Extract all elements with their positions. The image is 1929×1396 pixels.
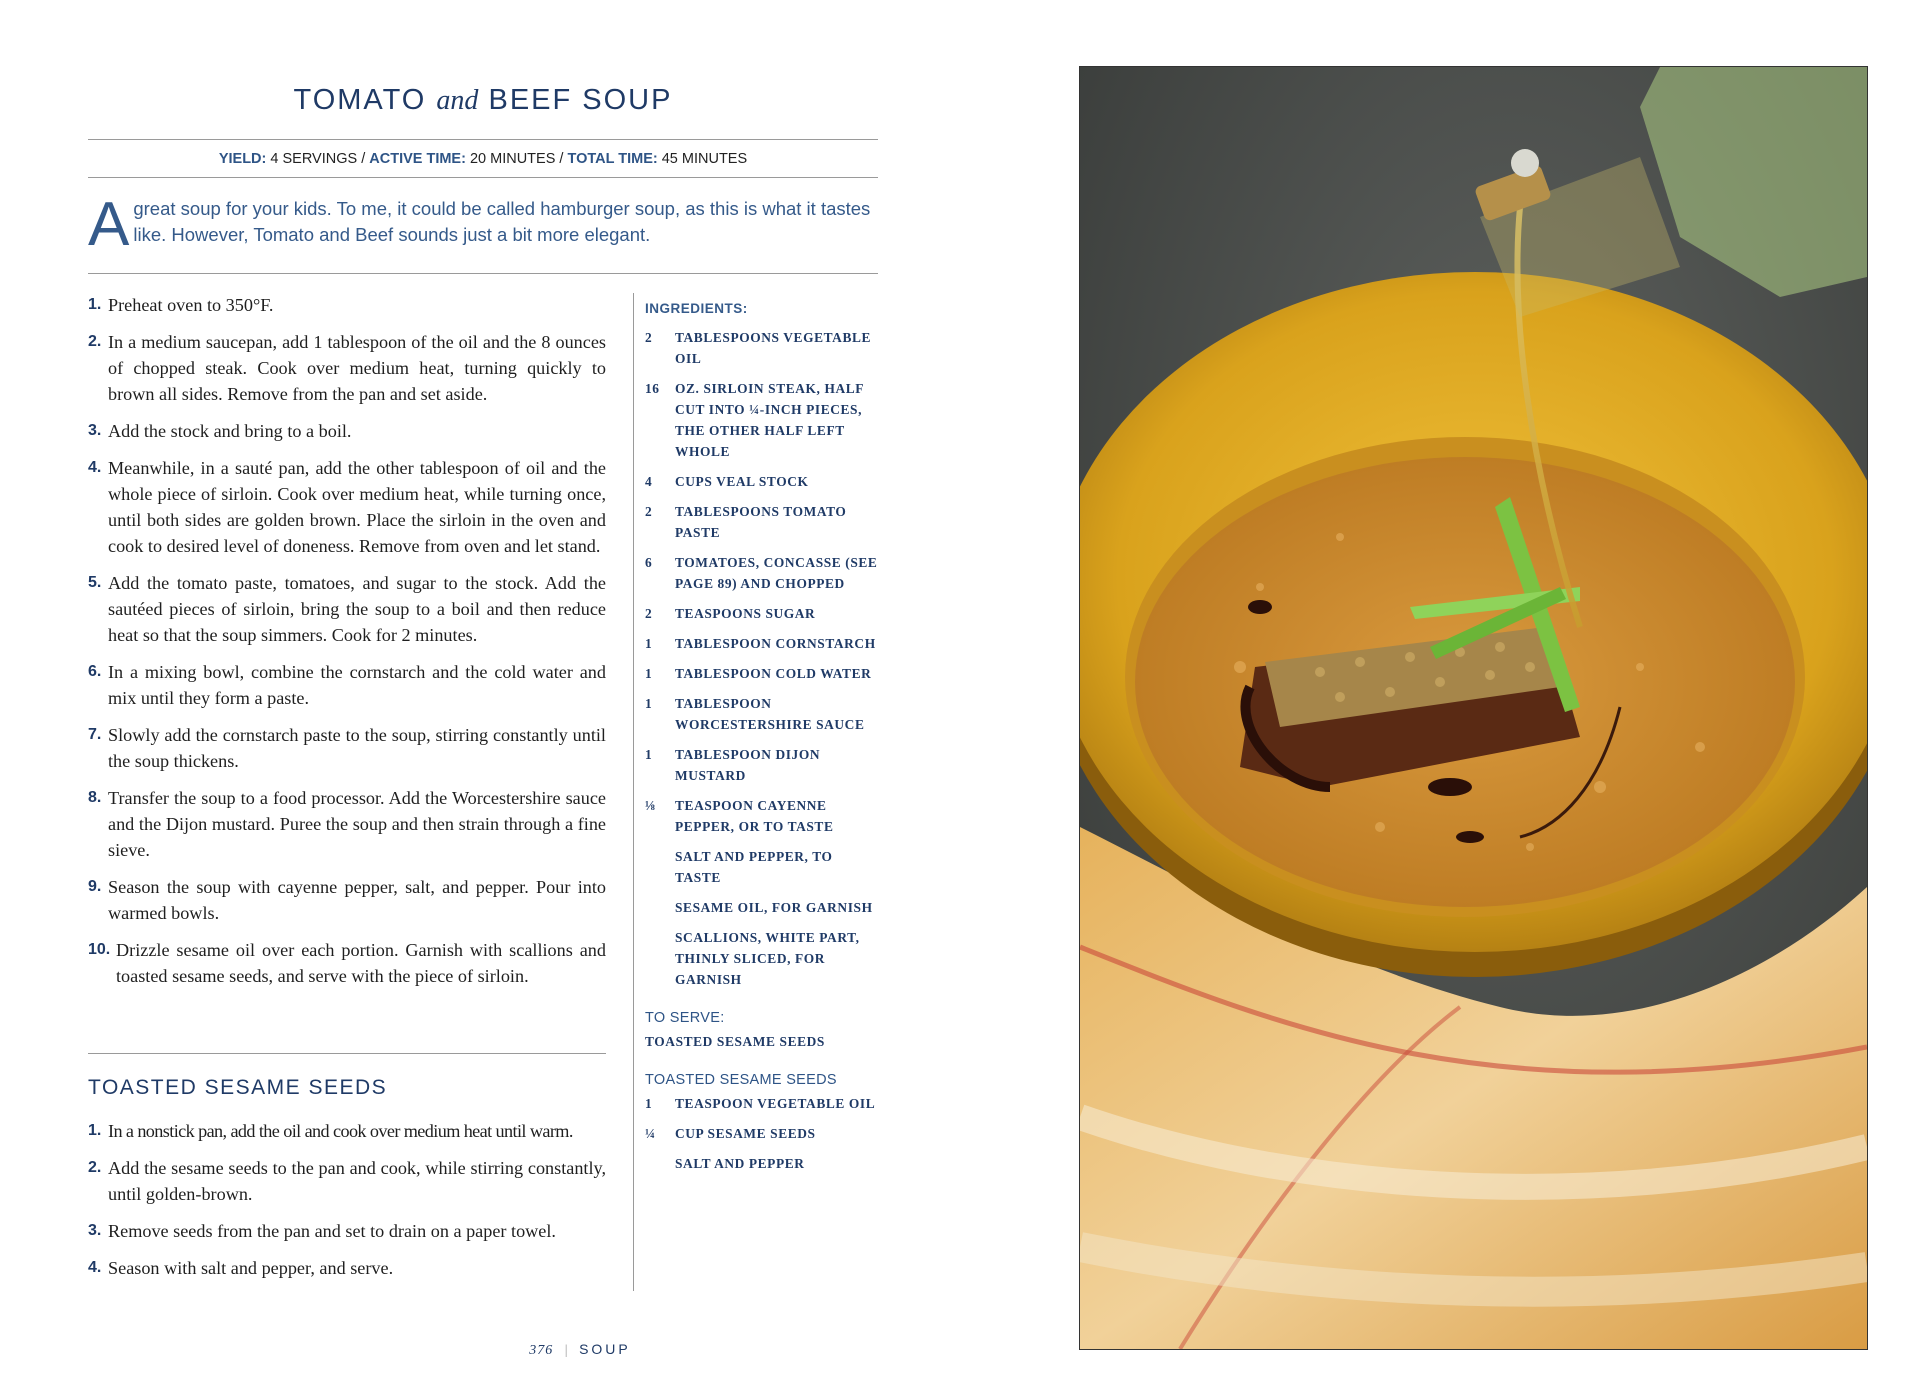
step-number: 2.: [88, 1159, 102, 1176]
ingredient-quantity: 1: [645, 696, 653, 711]
step-item: [88, 937, 606, 989]
drop-cap: A: [88, 190, 130, 259]
step-item: [88, 722, 606, 774]
ingredient-item: [645, 1123, 880, 1144]
step-text: In a nonstick pan, add the oil and cook over medium heat until warm.: [108, 1121, 573, 1141]
page-footer: [300, 1341, 860, 1359]
step-text: Drizzle sesame oil over each portion. Garnish with scallions and toasted sesame seeds, and serve with the piece of sirloin.: [116, 940, 606, 986]
step-number: 6.: [88, 663, 102, 680]
recipe-intro: [88, 190, 878, 259]
ingredient-text: SESAME OIL, FOR GARNISH: [675, 900, 873, 915]
step-text: Add the sesame seeds to the pan and cook, while stirring constantly, until golden-brown.: [108, 1158, 606, 1204]
step-text: In a medium saucepan, add 1 tablespoon of the oil and the 8 ounces of chopped steak. Cook over medium heat, turning quickly to brown all sides. Remove from the pan and set aside.: [108, 332, 606, 404]
ingredient-text: SALT AND PEPPER: [675, 1156, 805, 1171]
recipe-steps: [88, 292, 606, 1000]
ingredient-quantity: 1: [645, 747, 653, 762]
ingredients-list: [645, 327, 880, 990]
total-time-value: 45 MINUTES: [661, 151, 748, 167]
ingredient-quantity: 2: [645, 330, 653, 345]
ingredient-item: [645, 603, 880, 624]
step-item: [88, 570, 606, 648]
ingredient-text: CUP SESAME SEEDS: [675, 1126, 816, 1141]
ingredient-quantity: 1: [645, 1096, 653, 1111]
step-item: [88, 1218, 606, 1244]
ingredient-item: [645, 471, 880, 492]
page-number: 376: [529, 1343, 554, 1358]
recipe-meta: [88, 151, 878, 167]
ingredient-item: [645, 693, 880, 735]
ingredient-quantity: 2: [645, 504, 653, 519]
ingredient-quantity: 2: [645, 606, 653, 621]
step-item: [88, 455, 606, 559]
meta-separator: /: [357, 151, 370, 167]
column-divider: [633, 293, 634, 1291]
ingredient-quantity: 4: [645, 474, 653, 489]
step-number: 3.: [88, 422, 102, 439]
step-text: Season the soup with cayenne pepper, salt, and pepper. Pour into warmed bowls.: [108, 877, 606, 923]
step-text: Meanwhile, in a sauté pan, add the other tablespoon of oil and the whole piece of sirloin. Cook over medium heat, while turning once, until both sides are golden brown. Place the sirloin in the oven and cook to desired level of doneness. Remove from oven and let stand.: [108, 458, 606, 556]
soup-bowl-photo: [1079, 66, 1868, 1350]
active-time-label: ACTIVE TIME:: [369, 151, 466, 167]
ingredient-item: [645, 663, 880, 684]
title-conjunction: and: [436, 85, 479, 116]
ingredient-quantity: 1: [645, 666, 653, 681]
step-text: Transfer the soup to a food processor. Add the Worcestershire sauce and the Dijon mustard. Puree the soup and then strain through a fine sieve.: [108, 788, 606, 860]
step-item: [88, 329, 606, 407]
step-item: [88, 874, 606, 926]
ingredient-text: SALT AND PEPPER, TO TASTE: [675, 849, 833, 885]
to-serve-heading: TO SERVE:: [645, 1010, 725, 1026]
step-number: 1.: [88, 1122, 102, 1139]
ingredient-text: TEASPOON VEGETABLE OIL: [675, 1096, 876, 1111]
ingredient-quantity: ¼: [645, 1126, 656, 1141]
ingredient-text: TABLESPOONS TOMATO PASTE: [675, 504, 847, 540]
subrecipe-steps: [88, 1118, 606, 1292]
title-part-1: TOMATO: [293, 84, 427, 116]
to-serve-item: TOASTED SESAME SEEDS: [645, 1034, 825, 1049]
sesame-ingredients-heading: TOASTED SESAME SEEDS: [645, 1072, 837, 1088]
ingredient-text: SCALLIONS, WHITE PART, THINLY SLICED, FOR GARNISH: [675, 930, 860, 987]
ingredient-item: [645, 846, 880, 888]
step-number: 8.: [88, 789, 102, 806]
step-number: 1.: [88, 296, 102, 313]
step-text: Remove seeds from the pan and set to drain on a paper towel.: [108, 1221, 556, 1241]
yield-label: YIELD:: [218, 151, 267, 167]
ingredient-text: OZ. SIRLOIN STEAK, HALF CUT INTO ¼-INCH PIECES, THE OTHER HALF LEFT WHOLE: [675, 381, 864, 459]
footer-separator: |: [564, 1343, 568, 1358]
step-item: [88, 292, 606, 318]
total-time-label: TOTAL TIME:: [567, 151, 658, 167]
step-text: Preheat oven to 350°F.: [108, 295, 274, 315]
active-time-value: 20 MINUTES: [469, 151, 556, 167]
ingredient-text: TEASPOONS SUGAR: [675, 606, 816, 621]
step-number: 9.: [88, 878, 102, 895]
step-number: 3.: [88, 1222, 102, 1239]
step-number: 5.: [88, 574, 102, 591]
step-item: [88, 1255, 606, 1281]
intro-rule: [88, 273, 878, 274]
ingredient-item: [645, 897, 880, 918]
ingredient-quantity: 16: [645, 381, 660, 396]
ingredients-heading: INGREDIENTS:: [645, 301, 748, 316]
step-text: Add the tomato paste, tomatoes, and sugar to the stock. Add the sautéed pieces of sirloin, bring the soup to a boil and then reduce heat so that the soup simmers. Cook for 2 minutes.: [108, 573, 606, 645]
ingredient-item: [645, 1153, 880, 1174]
step-item: [88, 418, 606, 444]
ingredients-panel: [645, 298, 880, 1183]
step-text: In a mixing bowl, combine the cornstarch and the cold water and mix until they form a paste.: [108, 662, 606, 708]
title-rule: [88, 139, 878, 140]
step-number: 10.: [88, 941, 111, 958]
step-text: Add the stock and bring to a boil.: [108, 421, 352, 441]
subrecipe-title: TOASTED SESAME SEEDS: [88, 1076, 388, 1099]
section-name: SOUP: [579, 1341, 631, 1357]
ingredient-item: [645, 1093, 880, 1114]
meta-rule: [88, 177, 878, 178]
step-item: [88, 1118, 606, 1144]
recipe-title: [88, 84, 878, 117]
intro-text: great soup for your kids. To me, it could be called hamburger soup, as this is what it tastes like. However, Tomato and Beef sounds just a bit more elegant.: [133, 198, 871, 245]
step-number: 7.: [88, 726, 102, 743]
ingredient-text: TABLESPOONS VEGETABLE OIL: [675, 330, 872, 366]
ingredient-text: TEASPOON CAYENNE PEPPER, OR TO TASTE: [675, 798, 834, 834]
ingredient-item: [645, 744, 880, 786]
ingredient-quantity: ⅛: [645, 798, 656, 813]
subrecipe-rule: [88, 1053, 606, 1054]
step-item: [88, 785, 606, 863]
ingredient-item: [645, 927, 880, 990]
ingredient-text: TABLESPOON COLD WATER: [675, 666, 872, 681]
title-part-2: BEEF SOUP: [488, 84, 673, 116]
ingredient-text: TOMATOES, CONCASSE (SEE PAGE 89) AND CHOPPED: [675, 555, 878, 591]
ingredient-text: TABLESPOON WORCESTERSHIRE SAUCE: [675, 696, 865, 732]
ingredient-text: CUPS VEAL STOCK: [675, 474, 809, 489]
ingredient-quantity: 1: [645, 636, 653, 651]
ingredient-item: [645, 327, 880, 369]
soup-photo-illustration: [1080, 67, 1867, 1349]
step-number: 2.: [88, 333, 102, 350]
step-item: [88, 1155, 606, 1207]
ingredient-item: [645, 501, 880, 543]
step-item: [88, 659, 606, 711]
ingredient-text: TABLESPOON CORNSTARCH: [675, 636, 876, 651]
step-text: Season with salt and pepper, and serve.: [108, 1258, 394, 1278]
step-number: 4.: [88, 459, 102, 476]
ingredient-quantity: 6: [645, 555, 653, 570]
step-text: Slowly add the cornstarch paste to the soup, stirring constantly until the soup thickens.: [108, 725, 606, 771]
ingredient-item: [645, 378, 880, 462]
ingredient-item: [645, 633, 880, 654]
ingredient-item: [645, 795, 880, 837]
yield-value: 4 SERVINGS: [270, 151, 358, 167]
ingredient-item: [645, 552, 880, 594]
ingredient-text: TABLESPOON DIJON MUSTARD: [675, 747, 821, 783]
meta-separator: /: [555, 151, 568, 167]
sesame-ingredients-list: [645, 1093, 880, 1174]
step-number: 4.: [88, 1259, 102, 1276]
